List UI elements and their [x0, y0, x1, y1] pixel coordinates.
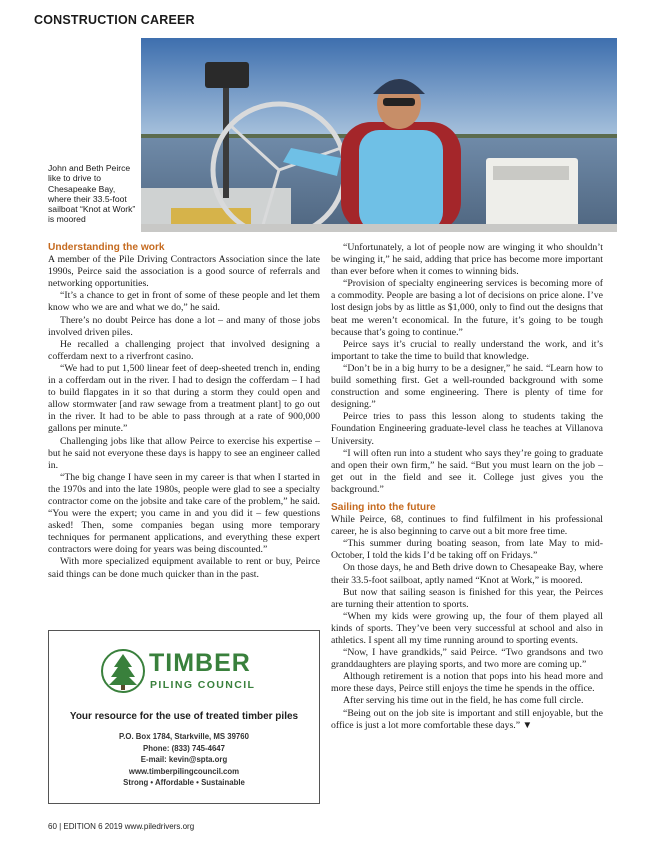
pine-tree-icon	[101, 647, 145, 695]
ad-website[interactable]: www.timberpilingcouncil.com	[128, 766, 240, 776]
paragraph: “Provision of specialty engineering services is becoming more of a commodity. People are basing a lot of decisions on price alone. I’ve lost design jobs by as little as $1,000, only to find out the designs that beat me weren’t economical. In the future, it’s going to be tough because that’s going to continue.”	[331, 278, 603, 338]
page-footer: 60 | EDITION 6 2019 www.piledrivers.org	[48, 822, 195, 831]
right-column	[331, 242, 603, 732]
paragraph: “When my kids were growing up, the four of them played all kinds of sports. They’ve been very successful at school and also in athletics. I spent all my time running around to sporting events.	[331, 610, 603, 646]
ad-address: P.O. Box 1784, Starkville, MS 39760	[119, 732, 249, 741]
paragraph: “I will often run into a student who says they’re going to graduate and open their own firm,” he said. “But you must learn on the job – get out in the field and see it. College just gives you the background.”	[331, 447, 603, 495]
paragraph: “We had to put 1,500 linear feet of deep-sheeted trench in, ending in a cofferdam out in the river. I had to design the cofferdam – I had to build flapgates in it so that during a storm they could open and allow stormwater [and raw sewage from a treatment plant] to go out in the river. It had to be able to pass through at a rate of 900,000 gallons per minute.”	[48, 362, 320, 435]
ad-email[interactable]: E-mail: kevin@spta.org	[140, 755, 228, 764]
paragraph: Although retirement is a notion that pops into his head more and more these days, Peirce still enjoys the time he spends in the office.	[331, 671, 603, 695]
paragraph: There’s no doubt Peirce has done a lot – and many of those jobs involved driven piles.	[48, 314, 320, 338]
ad-logo	[101, 647, 271, 695]
paragraph: “Now, I have grandkids,” said Peirce. “Two grandsons and two granddaughters are playing sports, and two more are coming up.”	[331, 647, 603, 671]
photo-caption: John and Beth Peirce like to drive to Chesapeake Bay, where their 33.5-foot sailboat “Knot at Work” is moored	[48, 163, 136, 225]
paragraph: “Don’t be in a big hurry to be a designer,” he said. “Learn how to build something first. Get a well-rounded background with some construction and some engineering. There is plenty of time for designing.”	[331, 362, 603, 411]
ad-contact	[49, 731, 319, 789]
ad-brand: TIMBER	[149, 649, 251, 677]
paragraph: “Being out on the job site is important and still enjoyable, but the office is just a lot more comfortable these days.” ▼	[331, 707, 603, 731]
paragraph: “This summer during boating season, from late May to mid-October, I told the kids I’d be taking off on Fridays.”	[331, 538, 603, 562]
paragraph: A member of the Pile Driving Contractors Association since the late 1990s, Peirce said the association is a good source of referrals and networking opportunities.	[48, 254, 320, 290]
paragraph: He recalled a challenging project that involved designing a cofferdam next to a riverfront casino.	[48, 338, 320, 362]
heading-understanding-the-work: Understanding the work	[48, 242, 165, 253]
ad-slogan: Strong • Affordable • Sustainable	[123, 778, 245, 787]
paragraph: “The big change I have seen in my career is that when I started in the 1970s and into the late 1980s, people were glad to see a specialty contractor come on the jobsite and take care of the problem,” he said. “You were the expert; you came in and you did it – few questions asked! Then, some companies began using more temporary techniques for permanent applications, and everything these expert contractors were doing for years was being discounted.”	[48, 471, 320, 556]
paragraph: Peirce says it’s crucial to really understand the work, and it’s important to take the time to build that knowledge.	[331, 338, 603, 362]
timber-piling-council-ad	[48, 630, 320, 804]
paragraph: With more specialized equipment available to rent or buy, Peirce said things can be done much quicker than in the past.	[48, 556, 320, 580]
paragraph: Challenging jobs like that allow Peirce to exercise his expertise – but he said not everyone these days is happy to see an engineer called in.	[48, 435, 320, 471]
paragraph: On those days, he and Beth drive down to Chesapeake Bay, where their 33.5-foot sailboat, aptly named “Knot at Work,” is moored.	[331, 562, 603, 586]
paragraph: Peirce tries to pass this lesson along to students taking the Foundation Engineering graduate-level class he teaches at Villanova University.	[331, 411, 603, 447]
heading-sailing-into-the-future: Sailing into the future	[331, 501, 436, 513]
left-column	[48, 242, 320, 581]
ad-phone: Phone: (833) 745-4647	[143, 743, 225, 753]
paragraph: “Unfortunately, a lot of people now are winging it who shouldn’t be winging it,” he said, adding that price has become more important than ever before when it comes to winning bids.	[331, 242, 603, 278]
paragraph: “It’s a chance to get in front of some of these people and let them know who we are and what we do,” he said.	[48, 290, 320, 314]
paragraph: After serving his time out in the field, he has come full circle.	[343, 695, 584, 707]
ad-brand-sub: PILING COUNCIL	[150, 679, 256, 691]
photo-man-at-sailboat-helm	[141, 38, 617, 232]
paragraph: While Peirce, 68, continues to find fulfilment in his professional career, he is also beginning to carve out a bit more free time.	[331, 514, 603, 538]
paragraph: But now that sailing season is finished for this year, the Peirces are turning their attention to sports.	[331, 586, 603, 610]
ad-tagline: Your resource for the use of treated timber piles	[69, 711, 299, 722]
section-tag: CONSTRUCTION CAREER	[34, 13, 195, 27]
